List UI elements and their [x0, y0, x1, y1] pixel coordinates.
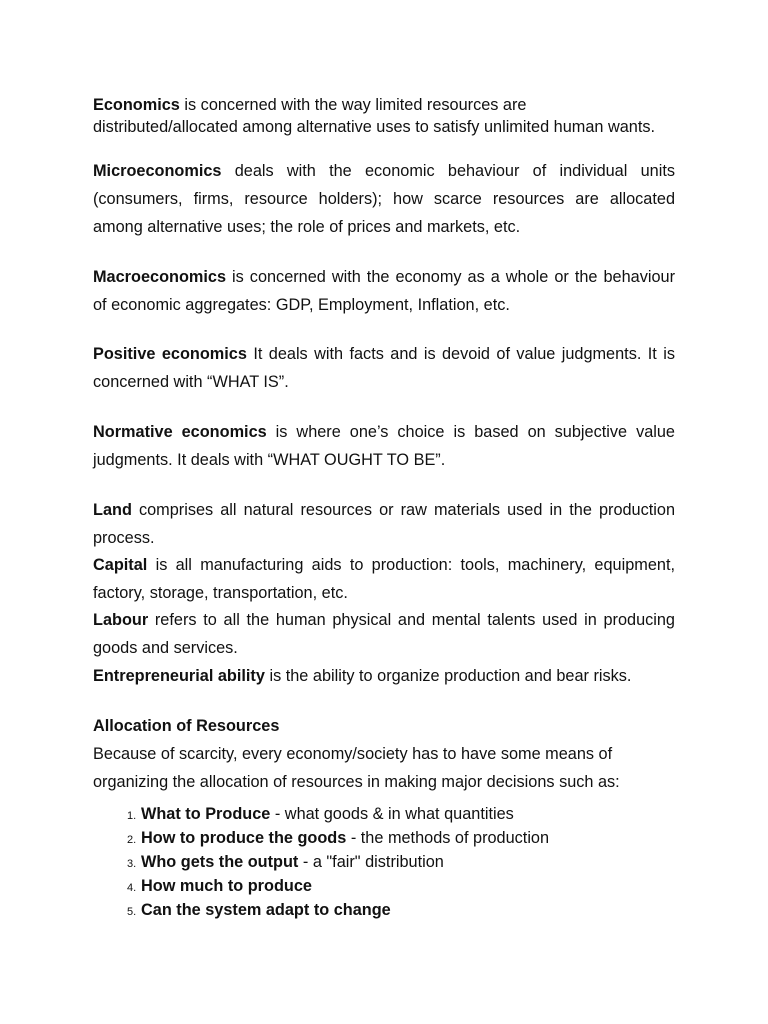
term-land: Land: [93, 501, 132, 519]
definition-labour: refers to all the human physical and mental talents used in producing goods and services.: [93, 611, 675, 657]
paragraph-positive-economics: [93, 340, 675, 396]
section-heading-allocation: [93, 712, 675, 740]
paragraph-allocation-intro: [93, 740, 675, 796]
paragraph-land: [93, 496, 675, 552]
list-item-title: How much to produce: [141, 877, 312, 895]
list-item-detail: - what goods & in what quantities: [270, 805, 514, 823]
list-item-number: 4.: [127, 882, 137, 894]
definition-economics: is concerned with the way limited resources are distributed/allocated among alternative uses to satisfy unlimited human wants.: [93, 96, 656, 136]
term-entrepreneurial-ability: Entrepreneurial ability: [93, 667, 265, 685]
list-item-title: Can the system adapt to change: [141, 901, 391, 919]
paragraph-microeconomics: [93, 157, 675, 241]
list-item-detail: - a "fair" distribution: [298, 853, 444, 871]
paragraph-capital: [93, 551, 675, 607]
list-item-detail: - the methods of production: [346, 829, 550, 847]
term-economics: Economics: [93, 96, 180, 114]
definition-normative-economics: is where one’s choice is based on subjective value judgments. It deals with “WHAT OUGHT TO BE”.: [93, 423, 675, 469]
list-item-number: 5.: [127, 906, 137, 918]
definition-land: comprises all natural resources or raw materials used in the production process.: [93, 501, 675, 547]
definition-positive-economics: It deals with facts and is devoid of value judgments. It is concerned with “WHAT IS”.: [93, 345, 675, 391]
list-item-number: 1.: [127, 810, 137, 822]
allocation-intro-text: Because of scarcity, every economy/society has to have some means of organizing the allocation of resources in making major decisions such as:: [93, 745, 620, 791]
paragraph-normative-economics: [93, 418, 675, 474]
list-item: [127, 826, 549, 850]
term-capital: Capital: [93, 556, 148, 574]
list-item: [127, 850, 549, 874]
heading-allocation-of-resources: Allocation of Resources: [93, 717, 280, 735]
paragraph-entrepreneurial-ability: [93, 662, 675, 690]
term-normative-economics: Normative economics: [93, 423, 267, 441]
term-macroeconomics: Macroeconomics: [93, 268, 227, 286]
paragraph-economics: [93, 94, 675, 138]
list-item: [127, 802, 549, 826]
list-item: [127, 898, 549, 922]
definition-entrepreneurial-ability: is the ability to organize production and bear risks.: [264, 667, 632, 685]
definition-capital: is all manufacturing aids to production: tools, machinery, equipment, factory, storage, transportation, etc.: [93, 556, 675, 602]
paragraph-labour: [93, 606, 675, 662]
list-item-number: 2.: [127, 834, 137, 846]
list-item-title: Who gets the output: [141, 853, 299, 871]
definition-microeconomics: deals with the economic behaviour of individual units (consumers, firms, resource holders); how scarce resources are allocated among alternative uses; the role of prices and markets, etc.: [93, 162, 675, 236]
term-labour: Labour: [93, 611, 149, 629]
list-item-number: 3.: [127, 858, 137, 870]
term-microeconomics: Microeconomics: [93, 162, 222, 180]
list-item-title: How to produce the goods: [141, 829, 347, 847]
list-item-title: What to Produce: [141, 805, 271, 823]
term-positive-economics: Positive economics: [93, 345, 247, 363]
paragraph-macroeconomics: [93, 263, 675, 319]
definition-macroeconomics: is concerned with the economy as a whole or the behaviour of economic aggregates: GDP, Employment, Inflation, etc.: [93, 268, 675, 314]
list-item: [127, 874, 549, 898]
allocation-decision-list: [127, 802, 549, 922]
